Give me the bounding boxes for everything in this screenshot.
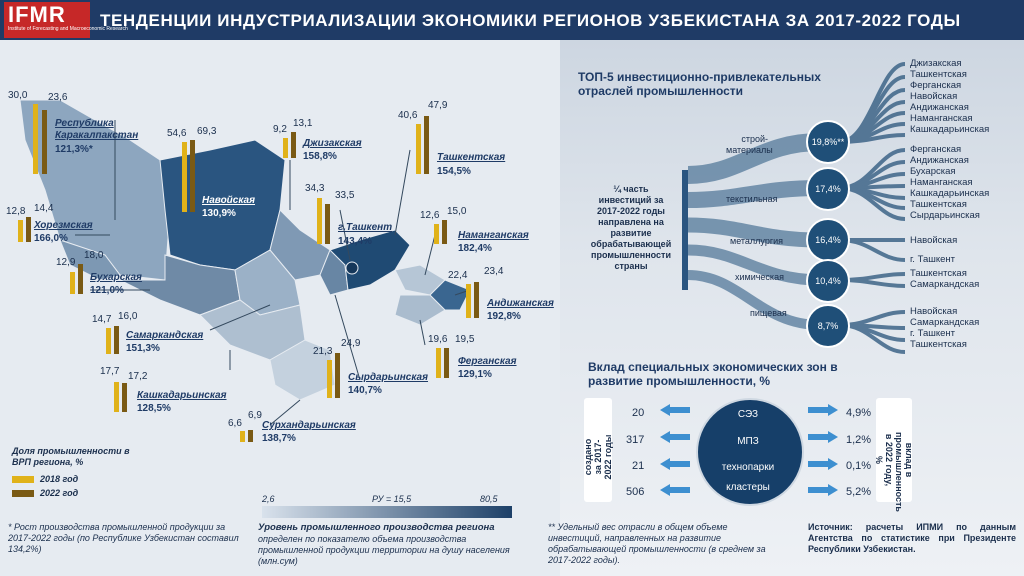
bar-2018	[18, 220, 23, 242]
bar-2022	[474, 282, 479, 318]
bar-2018	[106, 328, 111, 354]
region-growth: 129,1%	[458, 369, 492, 380]
value-2022: 18,0	[84, 250, 104, 261]
sector-label: металлургия	[730, 236, 784, 246]
bar-2018	[434, 224, 439, 244]
bar-2018	[70, 272, 75, 294]
sector-regions: Навойская Самаркандская г. Ташкент Ташкентская	[910, 306, 980, 350]
bar-2018	[466, 284, 471, 318]
region-growth: 130,9%	[202, 208, 236, 219]
sez-created: 506	[626, 486, 645, 498]
value-2022: 6,9	[248, 410, 262, 421]
bar-2022	[444, 348, 449, 378]
top5-left-text: ¼ часть инвестиций за 2017-2022 годы направлена на развитие обрабатывающей промышленности страны	[590, 184, 672, 271]
region-growth: 138,7%	[262, 433, 296, 444]
sez-right-label: вклад в промышленность в 2022 году, %	[874, 432, 914, 512]
sector-share: 17,4%	[806, 167, 850, 211]
value-2018: 6,6	[228, 418, 242, 429]
region-label: Джизакская	[303, 138, 362, 149]
footnote-growth: * Рост производства промышленной продукции за 2017-2022 годы (по Республике Узбекистан составил 134,2%)	[8, 522, 239, 554]
legend-swatch-2018	[12, 476, 34, 483]
bar-2022	[114, 326, 119, 354]
sez-type: кластеры	[726, 482, 770, 493]
bar-2022	[335, 353, 340, 398]
bar-2018	[240, 431, 245, 442]
sector-share: 16,4%	[806, 218, 850, 262]
value-2018: 12,6	[420, 210, 440, 221]
region-growth: 121,0%	[90, 285, 124, 296]
legend-title: Доля промышленности в ВРП региона, %	[12, 446, 130, 467]
value-2018: 14,7	[92, 314, 112, 325]
value-2022: 23,6	[48, 92, 68, 103]
header	[0, 0, 1024, 40]
logo-text: IFMR	[8, 2, 66, 27]
region-growth: 151,3%	[126, 343, 160, 354]
bar-2018	[283, 138, 288, 158]
value-2018: 34,3	[305, 183, 325, 194]
bar-2018	[114, 382, 119, 412]
region-label: Сырдарьинская	[348, 372, 429, 383]
sez-arrows	[660, 404, 840, 502]
legend-swatch-2022	[12, 490, 34, 497]
value-2018: 21,3	[313, 346, 333, 357]
sez-share: 4,9%	[846, 407, 872, 419]
value-2018: 12,9	[56, 257, 76, 268]
bar-2022	[190, 140, 195, 212]
region-label: Кашкадарьинская	[137, 390, 227, 401]
sez-created: 21	[632, 460, 645, 472]
value-2022: 33,5	[335, 190, 355, 201]
bar-2022	[424, 116, 429, 174]
value-2018: 54,6	[167, 128, 187, 139]
sector-regions: Ферганская Андижанская Бухарская Наманганская Кашкадарьинская Ташкентская Сырдарьинская	[910, 144, 990, 221]
sector-share: 10,4%	[806, 259, 850, 303]
value-2018: 19,6	[428, 334, 448, 345]
value-2018: 9,2	[273, 124, 287, 135]
region-label: Хорезмская	[34, 220, 93, 231]
value-2018: 22,4	[448, 270, 468, 281]
bar-2022	[26, 217, 31, 242]
scale-mid: РУ = 15,5	[372, 494, 412, 504]
region-growth: 158,8%	[303, 151, 337, 162]
value-2022: 23,4	[484, 266, 504, 277]
region-label: Сурхандарьинская	[262, 420, 356, 431]
bar-2018	[436, 348, 441, 378]
region-growth: 192,8%	[487, 311, 521, 322]
bar-2018	[327, 360, 332, 398]
sez-left-label: создано за 2017-2022 годы	[583, 434, 613, 480]
region-tashkent-city	[346, 262, 358, 274]
logo	[4, 2, 128, 38]
scale-description: определен по показателю объема производства промышленной продукции территории на душу населения (млн.сум)	[258, 534, 510, 566]
region-growth: 182,4%	[458, 243, 492, 254]
region-label: г.Ташкент	[338, 222, 393, 233]
sez-type: СЭЗ	[737, 409, 759, 420]
color-scale-bar	[262, 506, 512, 518]
value-2022: 69,3	[197, 126, 217, 137]
sector-share: 19,8%**	[806, 120, 850, 164]
bar-2022	[42, 110, 47, 174]
sez-share: 1,2%	[846, 434, 872, 446]
value-2022: 15,0	[447, 206, 467, 217]
scale-min: 2,6	[262, 494, 275, 504]
sez-share: 5,2%	[846, 486, 872, 498]
sez-share: 0,1%	[846, 460, 872, 472]
sez-type: технопарки	[721, 462, 775, 473]
page-title: ТЕНДЕНЦИИ ИНДУСТРИАЛИЗАЦИИ ЭКОНОМИКИ РЕГИОНОВ УЗБЕКИСТАНА ЗА 2017-2022 ГОДЫ	[100, 11, 961, 30]
footnote-share: ** Удельный вес отрасли в общем объеме инвестиций, направленных на развитие обрабатывающей промышленности (в среднем за 2017-2022 годы).	[548, 522, 766, 565]
value-2022: 24,9	[341, 338, 361, 349]
region-label: Ташкентская	[437, 152, 506, 163]
bar-2018	[416, 124, 421, 174]
scale-caption: Уровень промышленного производства региона	[258, 522, 495, 533]
value-2022: 14,4	[34, 203, 54, 214]
bar-2022	[325, 204, 330, 244]
legend-label-2022: 2022 год	[40, 488, 79, 498]
bar-2018	[317, 198, 322, 244]
value-2022: 47,9	[428, 100, 448, 111]
scale-max: 80,5	[480, 494, 498, 504]
region-growth: 143,4%	[338, 236, 372, 247]
region-label: Республика Каракалпакстан	[55, 118, 139, 141]
bar-2022	[78, 264, 83, 294]
bar-2022	[442, 220, 447, 244]
region-growth: 140,7%	[348, 385, 382, 396]
bar-2022	[291, 132, 296, 158]
logo-subtitle: Institute of Forecasting and Macroeconomic Research	[8, 26, 128, 32]
legend-label-2018: 2018 год	[40, 474, 79, 484]
region-label: Бухарская	[90, 272, 142, 283]
region-label: Самаркандская	[126, 330, 204, 341]
region-label: Навойская	[202, 195, 255, 206]
bar-2018	[33, 104, 38, 174]
region-label: Андижанская	[487, 298, 554, 309]
value-2022: 16,0	[118, 311, 138, 322]
region-label: Ферганская	[458, 356, 517, 367]
value-2022: 13,1	[293, 118, 313, 129]
bar-2022	[248, 430, 253, 442]
value-2022: 19,5	[455, 334, 475, 345]
value-2018: 12,8	[6, 206, 26, 217]
region-growth: 154,5%	[437, 166, 471, 177]
sector-share: 8,7%	[806, 304, 850, 348]
value-2022: 17,2	[128, 371, 148, 382]
bar-2018	[182, 142, 187, 212]
sez-created: 20	[632, 407, 645, 419]
sez-title: Вклад специальных экономических зон в развитие промышленности, %	[588, 360, 838, 388]
value-2018: 17,7	[100, 366, 120, 377]
top5-title: ТОП-5 инвестиционно-привлекательных отраслей промышленности	[578, 70, 821, 98]
sector-label: химическая	[735, 272, 784, 282]
sector-regions: Ташкентская Самаркандская	[910, 268, 980, 290]
region-growth: 128,5%	[137, 403, 171, 414]
sector-regions: Джизакская Ташкентская Ферганская Навойская Андижанская Наманганская Кашкадарьинская	[910, 58, 990, 135]
sector-label: текстильная	[726, 194, 778, 204]
sez-type: МПЗ	[737, 436, 759, 447]
sez-created: 317	[626, 434, 645, 446]
value-2018: 40,6	[398, 110, 418, 121]
sector-flow	[680, 50, 920, 360]
region-growth: 166,0%	[34, 233, 68, 244]
bar-2022	[122, 383, 127, 412]
region-label: Наманганская	[458, 230, 529, 241]
sector-label: строй-материалы	[726, 134, 773, 155]
source-note: Источник: расчеты ИПМИ по данным Агентства по статистике при Президенте Республики Узбекистан.	[808, 522, 1016, 554]
sector-label: пищевая	[750, 308, 787, 318]
sector-regions: Навойская г. Ташкент	[910, 235, 958, 265]
value-2018: 30,0	[8, 90, 28, 101]
region-growth: 121,3%*	[55, 144, 93, 155]
